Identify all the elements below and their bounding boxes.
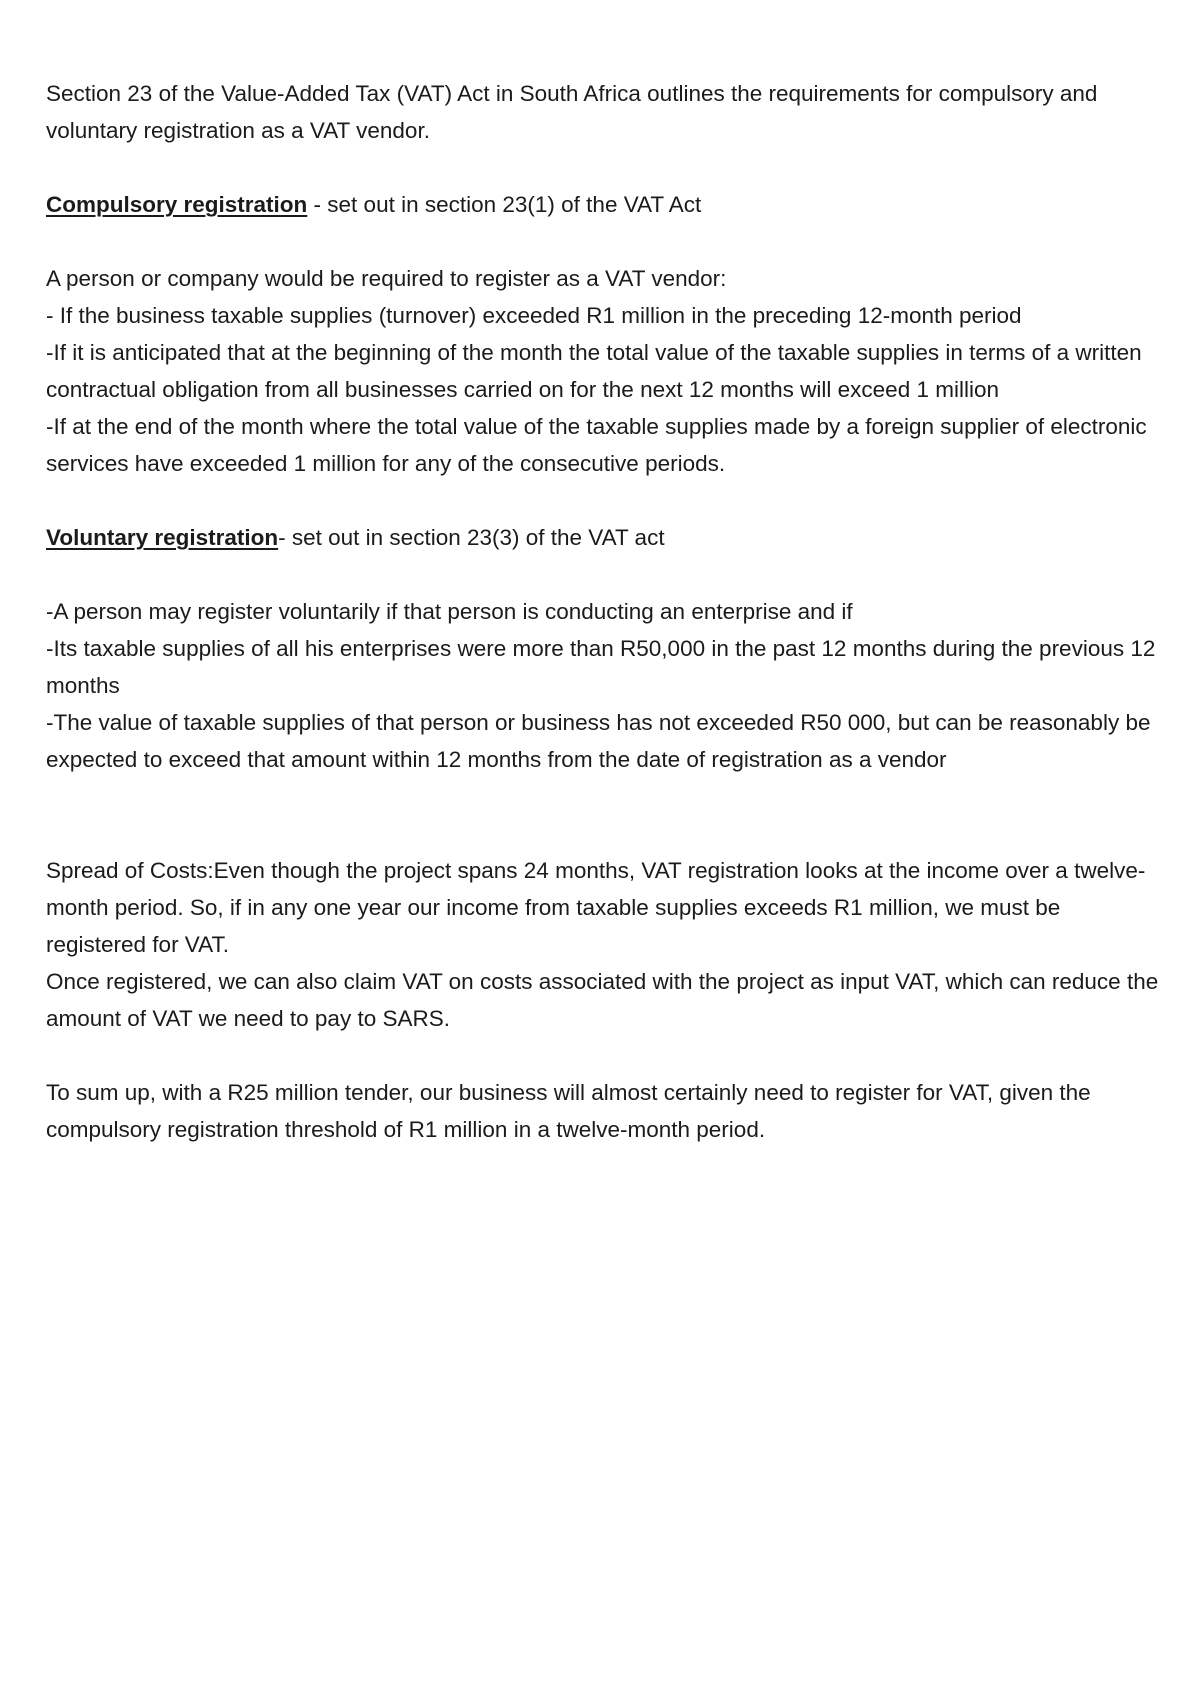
summary-paragraph: To sum up, with a R25 million tender, our business will almost certainly need to register for VAT, given the compulsory registration threshold of R1 million in a twelve-month period. xyxy=(46,1080,1091,1142)
compulsory-item: -If it is anticipated that at the beginning of the month the total value of the taxable supplies in terms of a written contractual obligation from all businesses carried on for the next 12 months will exceed 1 million xyxy=(46,340,1142,402)
voluntary-item: -A person may register voluntarily if that person is conducting an enterprise and if xyxy=(46,599,853,624)
document-page xyxy=(46,75,1166,1185)
voluntary-registration-heading: Voluntary registration xyxy=(46,525,279,550)
intro-paragraph: Section 23 of the Value-Added Tax (VAT) Act in South Africa outlines the requirements for compulsory and voluntary registration as a VAT vendor. xyxy=(46,81,1098,143)
compulsory-item: - If the business taxable supplies (turnover) exceeded R1 million in the preceding 12-month period xyxy=(46,303,1022,328)
voluntary-heading-suffix: - set out in section 23(3) of the VAT act xyxy=(278,525,665,550)
compulsory-registration-heading: Compulsory registration xyxy=(46,192,308,217)
compulsory-heading-suffix: - set out in section 23(1) of the VAT Act xyxy=(307,192,702,217)
spread-of-costs-section xyxy=(46,852,1166,1037)
spread-of-costs-paragraph: Spread of Costs:Even though the project spans 24 months, VAT registration looks at the income over a twelve-month period. So, if in any one year our income from taxable supplies exceeds R1 million, we must be registered for VAT. xyxy=(46,858,1146,957)
voluntary-item: -The value of taxable supplies of that person or business has not exceeded R50 000, but can be reasonably be expected to exceed that amount within 12 months from the date of registration as a vendor xyxy=(46,710,1151,772)
compulsory-section xyxy=(46,260,1166,482)
voluntary-heading-line xyxy=(46,519,1166,556)
voluntary-item: -Its taxable supplies of all his enterprises were more than R50,000 in the past 12 months during the previous 12 months xyxy=(46,636,1156,698)
voluntary-section xyxy=(46,593,1166,778)
blank-gap xyxy=(46,815,1166,852)
compulsory-item: -If at the end of the month where the total value of the taxable supplies made by a foreign supplier of electronic services have exceeded 1 million for any of the consecutive periods. xyxy=(46,414,1147,476)
compulsory-lead: A person or company would be required to register as a VAT vendor: xyxy=(46,266,727,291)
input-vat-paragraph: Once registered, we can also claim VAT on costs associated with the project as input VAT, which can reduce the amount of VAT we need to pay to SARS. xyxy=(46,969,1159,1031)
compulsory-heading-line xyxy=(46,186,1166,223)
